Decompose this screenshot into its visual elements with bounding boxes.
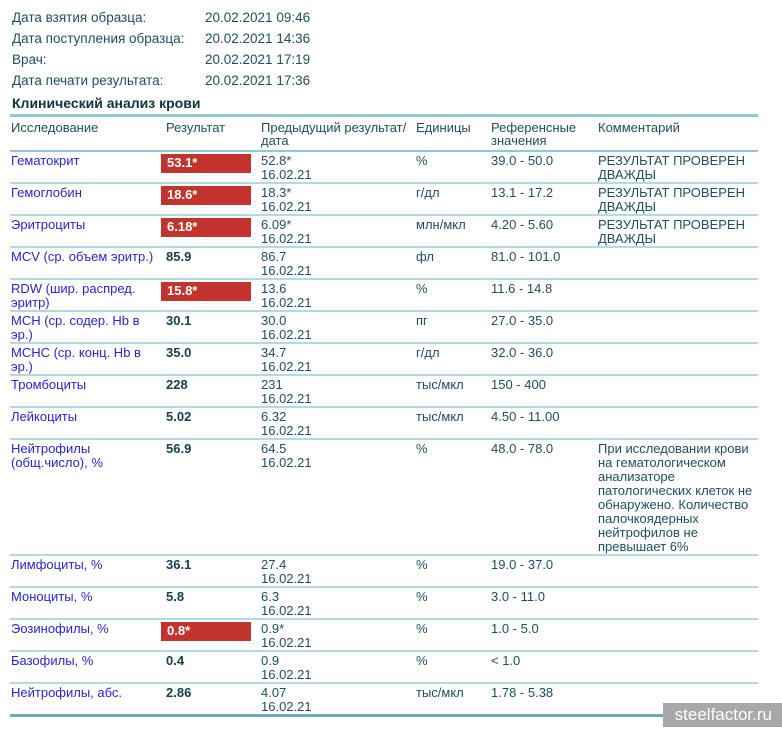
result-value: 15.8* — [161, 282, 251, 301]
result-value: 30.1 — [166, 313, 192, 328]
previous-result-value: 231 — [261, 377, 283, 392]
previous-result-date: 16.02.21 — [261, 455, 312, 470]
comment-cell — [597, 619, 758, 651]
previous-result-cell — [260, 375, 415, 407]
comment-cell — [597, 587, 758, 619]
result-value: 35.0 — [166, 345, 192, 360]
previous-result-cell — [260, 619, 415, 651]
watermark-badge: steelfactor.ru — [663, 703, 782, 727]
reference-range-cell: 39.0 - 50.0 — [490, 151, 597, 183]
previous-result-cell — [260, 407, 415, 439]
comment-cell: РЕЗУЛЬТАТ ПРОВЕРЕН ДВАЖДЫ — [597, 183, 758, 215]
result-cell — [165, 279, 260, 311]
col-header-previous: Предыдущий результат/дата — [260, 117, 415, 151]
previous-result-cell — [260, 279, 415, 311]
comment-cell — [597, 651, 758, 683]
previous-result-value: 6.3 — [261, 589, 280, 604]
result-value: 228 — [166, 377, 188, 392]
comment-cell — [597, 311, 758, 343]
previous-result-cell — [260, 215, 415, 247]
inz-value — [205, 0, 280, 1]
result-value: 36.1 — [166, 557, 192, 572]
previous-result-cell — [260, 151, 415, 183]
test-name: Лейкоциты — [10, 407, 165, 439]
results-tbody — [10, 151, 758, 716]
info-label: Врач: — [12, 52, 47, 67]
reference-range-cell: 4.20 - 5.60 — [490, 215, 597, 247]
test-name: Моноциты, % — [10, 587, 165, 619]
test-name: Гематокрит — [10, 151, 165, 183]
reference-range-cell: 19.0 - 37.0 — [490, 555, 597, 587]
units-cell: фл — [415, 247, 490, 279]
previous-result-value: 0.9 — [261, 653, 280, 668]
units-cell: % — [415, 151, 490, 183]
test-name: Нейтрофилы, абс. — [10, 683, 165, 716]
units-cell: тыс/мкл — [415, 407, 490, 439]
report-dates-block — [0, 0, 782, 91]
section-title: Клинический анализ крови — [10, 95, 758, 117]
table-row — [10, 555, 758, 587]
previous-result-value: 13.6 — [261, 281, 287, 296]
table-row — [10, 247, 758, 279]
result-cell — [165, 587, 260, 619]
result-cell — [165, 555, 260, 587]
clipped-inz-row — [12, 0, 772, 1]
previous-result-value: 34.7 — [261, 345, 287, 360]
info-value: 20.02.2021 09:46 — [205, 10, 311, 25]
result-value: 5.02 — [166, 409, 192, 424]
results-table-header — [10, 117, 758, 151]
units-cell: % — [415, 619, 490, 651]
result-value: 6.18* — [161, 218, 251, 237]
table-row — [10, 183, 758, 215]
previous-result-cell — [260, 683, 415, 716]
previous-result-date: 16.02.21 — [261, 391, 312, 406]
previous-result-date: 16.02.21 — [261, 263, 312, 278]
result-cell — [165, 651, 260, 683]
test-name: Гемоглобин — [10, 183, 165, 215]
comment-cell — [597, 407, 758, 439]
result-cell — [165, 439, 260, 555]
previous-result-value: 6.32 — [261, 409, 287, 424]
previous-result-cell — [260, 343, 415, 375]
test-name: MCH (ср. содер. Hb в эр.) — [10, 311, 165, 343]
result-cell — [165, 683, 260, 716]
previous-result-date: 16.02.21 — [261, 167, 312, 182]
info-row-doctor — [12, 49, 782, 70]
previous-result-value: 18.3* — [261, 185, 292, 200]
table-row — [10, 311, 758, 343]
units-cell: г/дл — [415, 183, 490, 215]
info-row-sample-received — [12, 28, 782, 49]
reference-range-cell: 150 - 400 — [490, 375, 597, 407]
previous-result-date: 16.02.21 — [261, 635, 312, 650]
test-name: Тромбоциты — [10, 375, 165, 407]
result-cell — [165, 215, 260, 247]
comment-cell — [597, 375, 758, 407]
previous-result-date: 16.02.21 — [261, 359, 312, 374]
result-cell — [165, 311, 260, 343]
previous-result-cell — [260, 555, 415, 587]
previous-result-value: 27.4 — [261, 557, 287, 572]
table-row — [10, 343, 758, 375]
result-value: 18.6* — [161, 186, 251, 205]
result-cell — [165, 183, 260, 215]
test-name: Нейтрофилы (общ.число), % — [10, 439, 165, 555]
reference-range-cell: 13.1 - 17.2 — [490, 183, 597, 215]
reference-range-cell: 32.0 - 36.0 — [490, 343, 597, 375]
previous-result-date: 16.02.21 — [261, 423, 312, 438]
units-cell: г/дл — [415, 343, 490, 375]
comment-cell: РЕЗУЛЬТАТ ПРОВЕРЕН ДВАЖДЫ — [597, 151, 758, 183]
previous-result-date: 16.02.21 — [261, 699, 312, 714]
result-cell — [165, 619, 260, 651]
test-name: Базофилы, % — [10, 651, 165, 683]
reference-range-cell: 1.78 - 5.38 — [490, 683, 597, 716]
info-row-printed — [12, 70, 782, 91]
test-name: MCV (ср. объем эритр.) — [10, 247, 165, 279]
result-value: 0.4 — [166, 653, 185, 668]
reference-range-cell: 81.0 - 101.0 — [490, 247, 597, 279]
units-cell: % — [415, 439, 490, 555]
table-row — [10, 683, 758, 716]
table-row — [10, 439, 758, 555]
table-row — [10, 279, 758, 311]
comment-cell — [597, 343, 758, 375]
units-cell: % — [415, 651, 490, 683]
result-cell — [165, 407, 260, 439]
info-label: Дата печати результата: — [12, 73, 164, 88]
units-cell: % — [415, 587, 490, 619]
previous-result-cell — [260, 651, 415, 683]
table-row — [10, 587, 758, 619]
comment-cell: РЕЗУЛЬТАТ ПРОВЕРЕН ДВАЖДЫ — [597, 215, 758, 247]
previous-result-date: 16.02.21 — [261, 603, 312, 618]
reference-range-cell: 11.6 - 14.8 — [490, 279, 597, 311]
info-value: 20.02.2021 17:19 — [205, 52, 311, 67]
comment-cell — [597, 555, 758, 587]
units-cell: % — [415, 555, 490, 587]
test-name: Лимфоциты, % — [10, 555, 165, 587]
info-value: 20.02.2021 17:36 — [205, 73, 311, 88]
table-row — [10, 215, 758, 247]
col-header-refrange: Референсные значения — [490, 117, 597, 151]
reference-range-cell: 27.0 - 35.0 — [490, 311, 597, 343]
test-name: Эритроциты — [10, 215, 165, 247]
test-name: Эозинофилы, % — [10, 619, 165, 651]
previous-result-date: 16.02.21 — [261, 295, 312, 310]
units-cell: млн/мкл — [415, 215, 490, 247]
previous-result-value: 0.9* — [261, 621, 285, 636]
table-row — [10, 375, 758, 407]
previous-result-date: 16.02.21 — [261, 327, 312, 342]
result-cell — [165, 343, 260, 375]
previous-result-cell — [260, 183, 415, 215]
result-value: 0.8* — [161, 622, 251, 641]
inz-label — [12, 0, 205, 1]
col-header-test: Исследование — [10, 117, 165, 151]
reference-range-cell: 4.50 - 11.00 — [490, 407, 597, 439]
result-value: 5.8 — [166, 589, 185, 604]
result-value: 85.9 — [166, 249, 192, 264]
info-value: 20.02.2021 14:36 — [205, 31, 311, 46]
info-label: Дата взятия образца: — [12, 10, 147, 25]
comment-cell — [597, 279, 758, 311]
table-row — [10, 619, 758, 651]
result-cell — [165, 151, 260, 183]
previous-result-value: 86.7 — [261, 249, 287, 264]
units-cell: тыс/мкл — [415, 375, 490, 407]
test-name: MCHC (ср. конц. Hb в эр.) — [10, 343, 165, 375]
table-row — [10, 407, 758, 439]
previous-result-cell — [260, 247, 415, 279]
table-row — [10, 151, 758, 183]
col-header-comment: Комментарий — [597, 117, 758, 151]
previous-result-cell — [260, 587, 415, 619]
result-cell — [165, 247, 260, 279]
info-label: Дата поступления образца: — [12, 31, 185, 46]
table-row — [10, 651, 758, 683]
reference-range-cell: 3.0 - 11.0 — [490, 587, 597, 619]
previous-result-value: 52.8* — [261, 153, 292, 168]
reference-range-cell: < 1.0 — [490, 651, 597, 683]
comment-cell: При исследовании крови на гематологическом анализаторе патологических клеток не обнаружено. Количество палочкоядерных нейтрофилов не превышает 6% — [597, 439, 758, 555]
previous-result-date: 16.02.21 — [261, 199, 312, 214]
units-cell: тыс/мкл — [415, 683, 490, 716]
previous-result-value: 6.09* — [261, 217, 292, 232]
test-name: RDW (шир. распред. эритр) — [10, 279, 165, 311]
reference-range-cell: 1.0 - 5.0 — [490, 619, 597, 651]
result-value: 56.9 — [166, 441, 192, 456]
units-cell: пг — [415, 311, 490, 343]
previous-result-value: 64.5 — [261, 441, 287, 456]
results-table — [10, 117, 758, 717]
previous-result-date: 16.02.21 — [261, 571, 312, 586]
previous-result-value: 30.0 — [261, 313, 287, 328]
info-row-sample-taken — [12, 7, 782, 28]
result-value: 2.86 — [166, 685, 192, 700]
col-header-result: Результат — [165, 117, 260, 151]
previous-result-date: 16.02.21 — [261, 667, 312, 682]
col-header-units: Единицы — [415, 117, 490, 151]
previous-result-cell — [260, 439, 415, 555]
previous-result-cell — [260, 311, 415, 343]
result-cell — [165, 375, 260, 407]
previous-result-value: 4.07 — [261, 685, 287, 700]
previous-result-date: 16.02.21 — [261, 231, 312, 246]
reference-range-cell: 48.0 - 78.0 — [490, 439, 597, 555]
result-value: 53.1* — [161, 154, 251, 173]
comment-cell — [597, 247, 758, 279]
units-cell: % — [415, 279, 490, 311]
